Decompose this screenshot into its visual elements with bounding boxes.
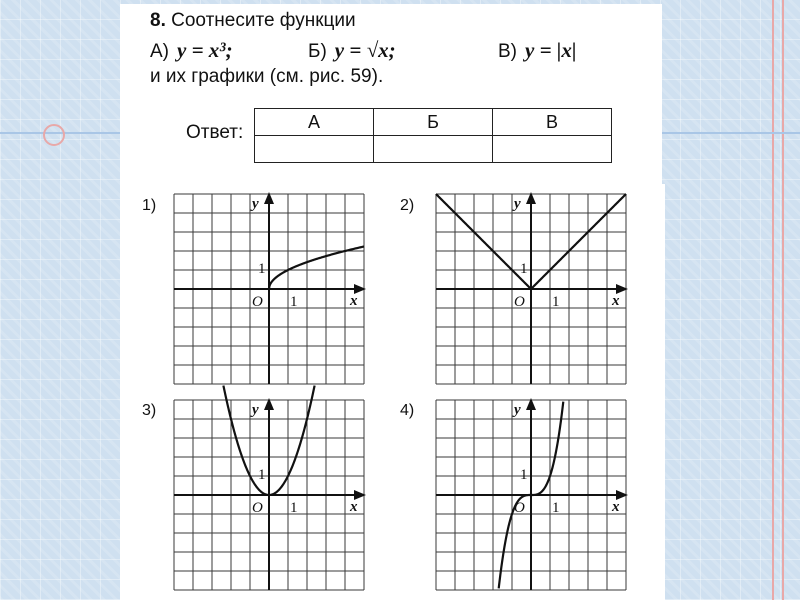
task-number: 8. (150, 10, 166, 31)
graph-number: 4) (400, 402, 415, 419)
answer-label: Ответ: (186, 122, 244, 143)
task-prompt: Соотнесите функции (171, 10, 356, 31)
y-unit-label: 1 (520, 467, 528, 483)
x-unit-label: 1 (290, 500, 298, 516)
answer-header-a: А (255, 109, 374, 136)
table-row (255, 136, 612, 163)
answer-cell-c[interactable] (493, 136, 612, 163)
decorative-vertical-line (782, 0, 784, 600)
origin-label: O (514, 500, 525, 516)
decorative-vertical-line (772, 0, 774, 600)
answer-header-b: Б (374, 109, 493, 136)
y-axis-label: y (252, 402, 259, 418)
function-formula: y = |x| (525, 38, 577, 62)
answer-cell-a[interactable] (255, 136, 374, 163)
y-axis-label: y (514, 402, 521, 418)
task-line-2: и их графики (см. рис. 59). (150, 66, 384, 87)
y-axis-label: y (514, 196, 521, 212)
x-unit-label: 1 (290, 294, 298, 310)
y-unit-label: 1 (258, 261, 266, 277)
function-label: А) (150, 41, 169, 62)
answer-table (254, 108, 612, 163)
table-row (255, 109, 612, 136)
graph-number: 2) (400, 197, 415, 214)
answer-cell-b[interactable] (374, 136, 493, 163)
function-formula: y = x³; (177, 38, 233, 62)
x-axis-label: x (612, 293, 620, 309)
task-title (150, 10, 356, 32)
graph-number: 1) (142, 197, 157, 214)
function-b (308, 38, 396, 63)
origin-label: O (252, 294, 263, 310)
function-label: В) (498, 41, 517, 62)
answer-header-c: В (493, 109, 612, 136)
y-unit-label: 1 (258, 467, 266, 483)
origin-label: O (252, 500, 263, 516)
graph-2 (436, 194, 626, 384)
graph-3 (174, 400, 364, 590)
function-c (498, 38, 577, 63)
function-a (150, 38, 233, 63)
graph-number: 3) (142, 402, 157, 419)
x-axis-label: x (612, 499, 620, 515)
x-axis-label: x (350, 293, 358, 309)
x-unit-label: 1 (552, 294, 560, 310)
y-axis-label: y (252, 196, 259, 212)
graph-4 (436, 400, 626, 590)
graph-1 (174, 194, 364, 384)
function-curve (269, 247, 364, 289)
x-axis-label: x (350, 499, 358, 515)
x-unit-label: 1 (552, 500, 560, 516)
y-unit-label: 1 (520, 261, 528, 277)
function-label: Б) (308, 41, 327, 62)
decorative-circle-icon (43, 124, 65, 146)
origin-label: O (514, 294, 525, 310)
function-formula: y = √x; (334, 38, 396, 62)
